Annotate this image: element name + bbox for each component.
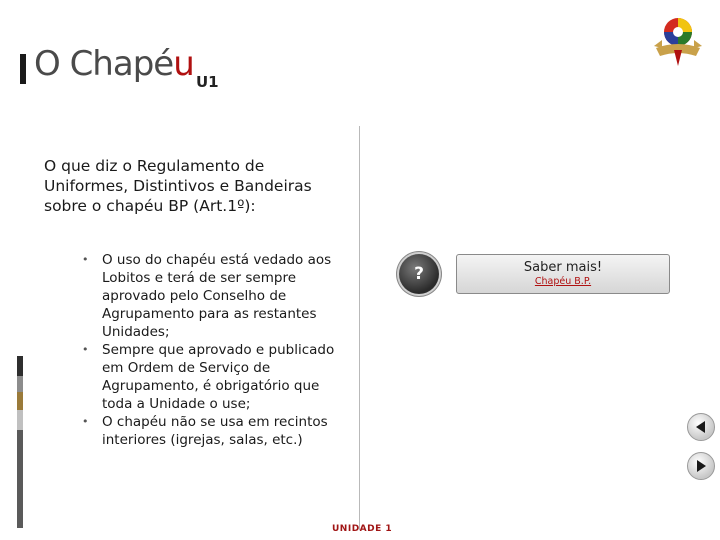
- stripe-segment: [17, 376, 23, 392]
- question-icon: ?: [414, 264, 424, 284]
- previous-button[interactable]: [687, 413, 715, 441]
- stripe-segment: [17, 356, 23, 376]
- unit-badge: U1: [196, 73, 219, 91]
- list-item: • O uso do chapéu está vedado aos Lobitos e terá de ser sempre aprovado pelo Conselho de Agrupamento para as restantes Unidades;: [82, 252, 332, 340]
- list-item: • Sempre que aprovado e publicado em Ordem de Serviço de Agrupamento, é obrigatório que toda a Unidade o use;: [82, 342, 335, 412]
- title-accent-bar: [20, 54, 26, 84]
- bullet-icon: •: [82, 253, 89, 266]
- chapeu-bp-link[interactable]: Chapéu B.P.: [534, 276, 592, 287]
- triangle-left-icon: [688, 414, 714, 440]
- stripe-segment: [17, 392, 23, 410]
- footer-unit-label: UNIDADE 1: [332, 524, 393, 534]
- stripe-segment: [17, 430, 23, 528]
- page-title: O Chapéu: [34, 44, 194, 84]
- help-button[interactable]: [399, 254, 439, 294]
- bullet-icon: •: [82, 343, 89, 356]
- title-accent-letter: u: [173, 44, 194, 84]
- stripe-segment: [17, 410, 23, 430]
- rules-list: [80, 251, 350, 449]
- scout-emblem-logo: [648, 10, 708, 70]
- triangle-right-icon: [688, 453, 714, 479]
- saber-mais-box: [456, 254, 670, 294]
- left-color-stripe: [17, 356, 23, 528]
- list-item: • O chapéu não se usa em recintos interiores (igrejas, salas, etc.): [82, 414, 328, 448]
- question-text: O que diz o Regulamento de Uniformes, Distintivos e Bandeiras sobre o chapéu BP (Art.1º):: [44, 157, 312, 215]
- next-button[interactable]: [687, 452, 715, 480]
- bullet-icon: •: [82, 415, 89, 428]
- saber-mais-title: Saber mais!: [523, 260, 603, 275]
- vertical-divider: [359, 126, 360, 530]
